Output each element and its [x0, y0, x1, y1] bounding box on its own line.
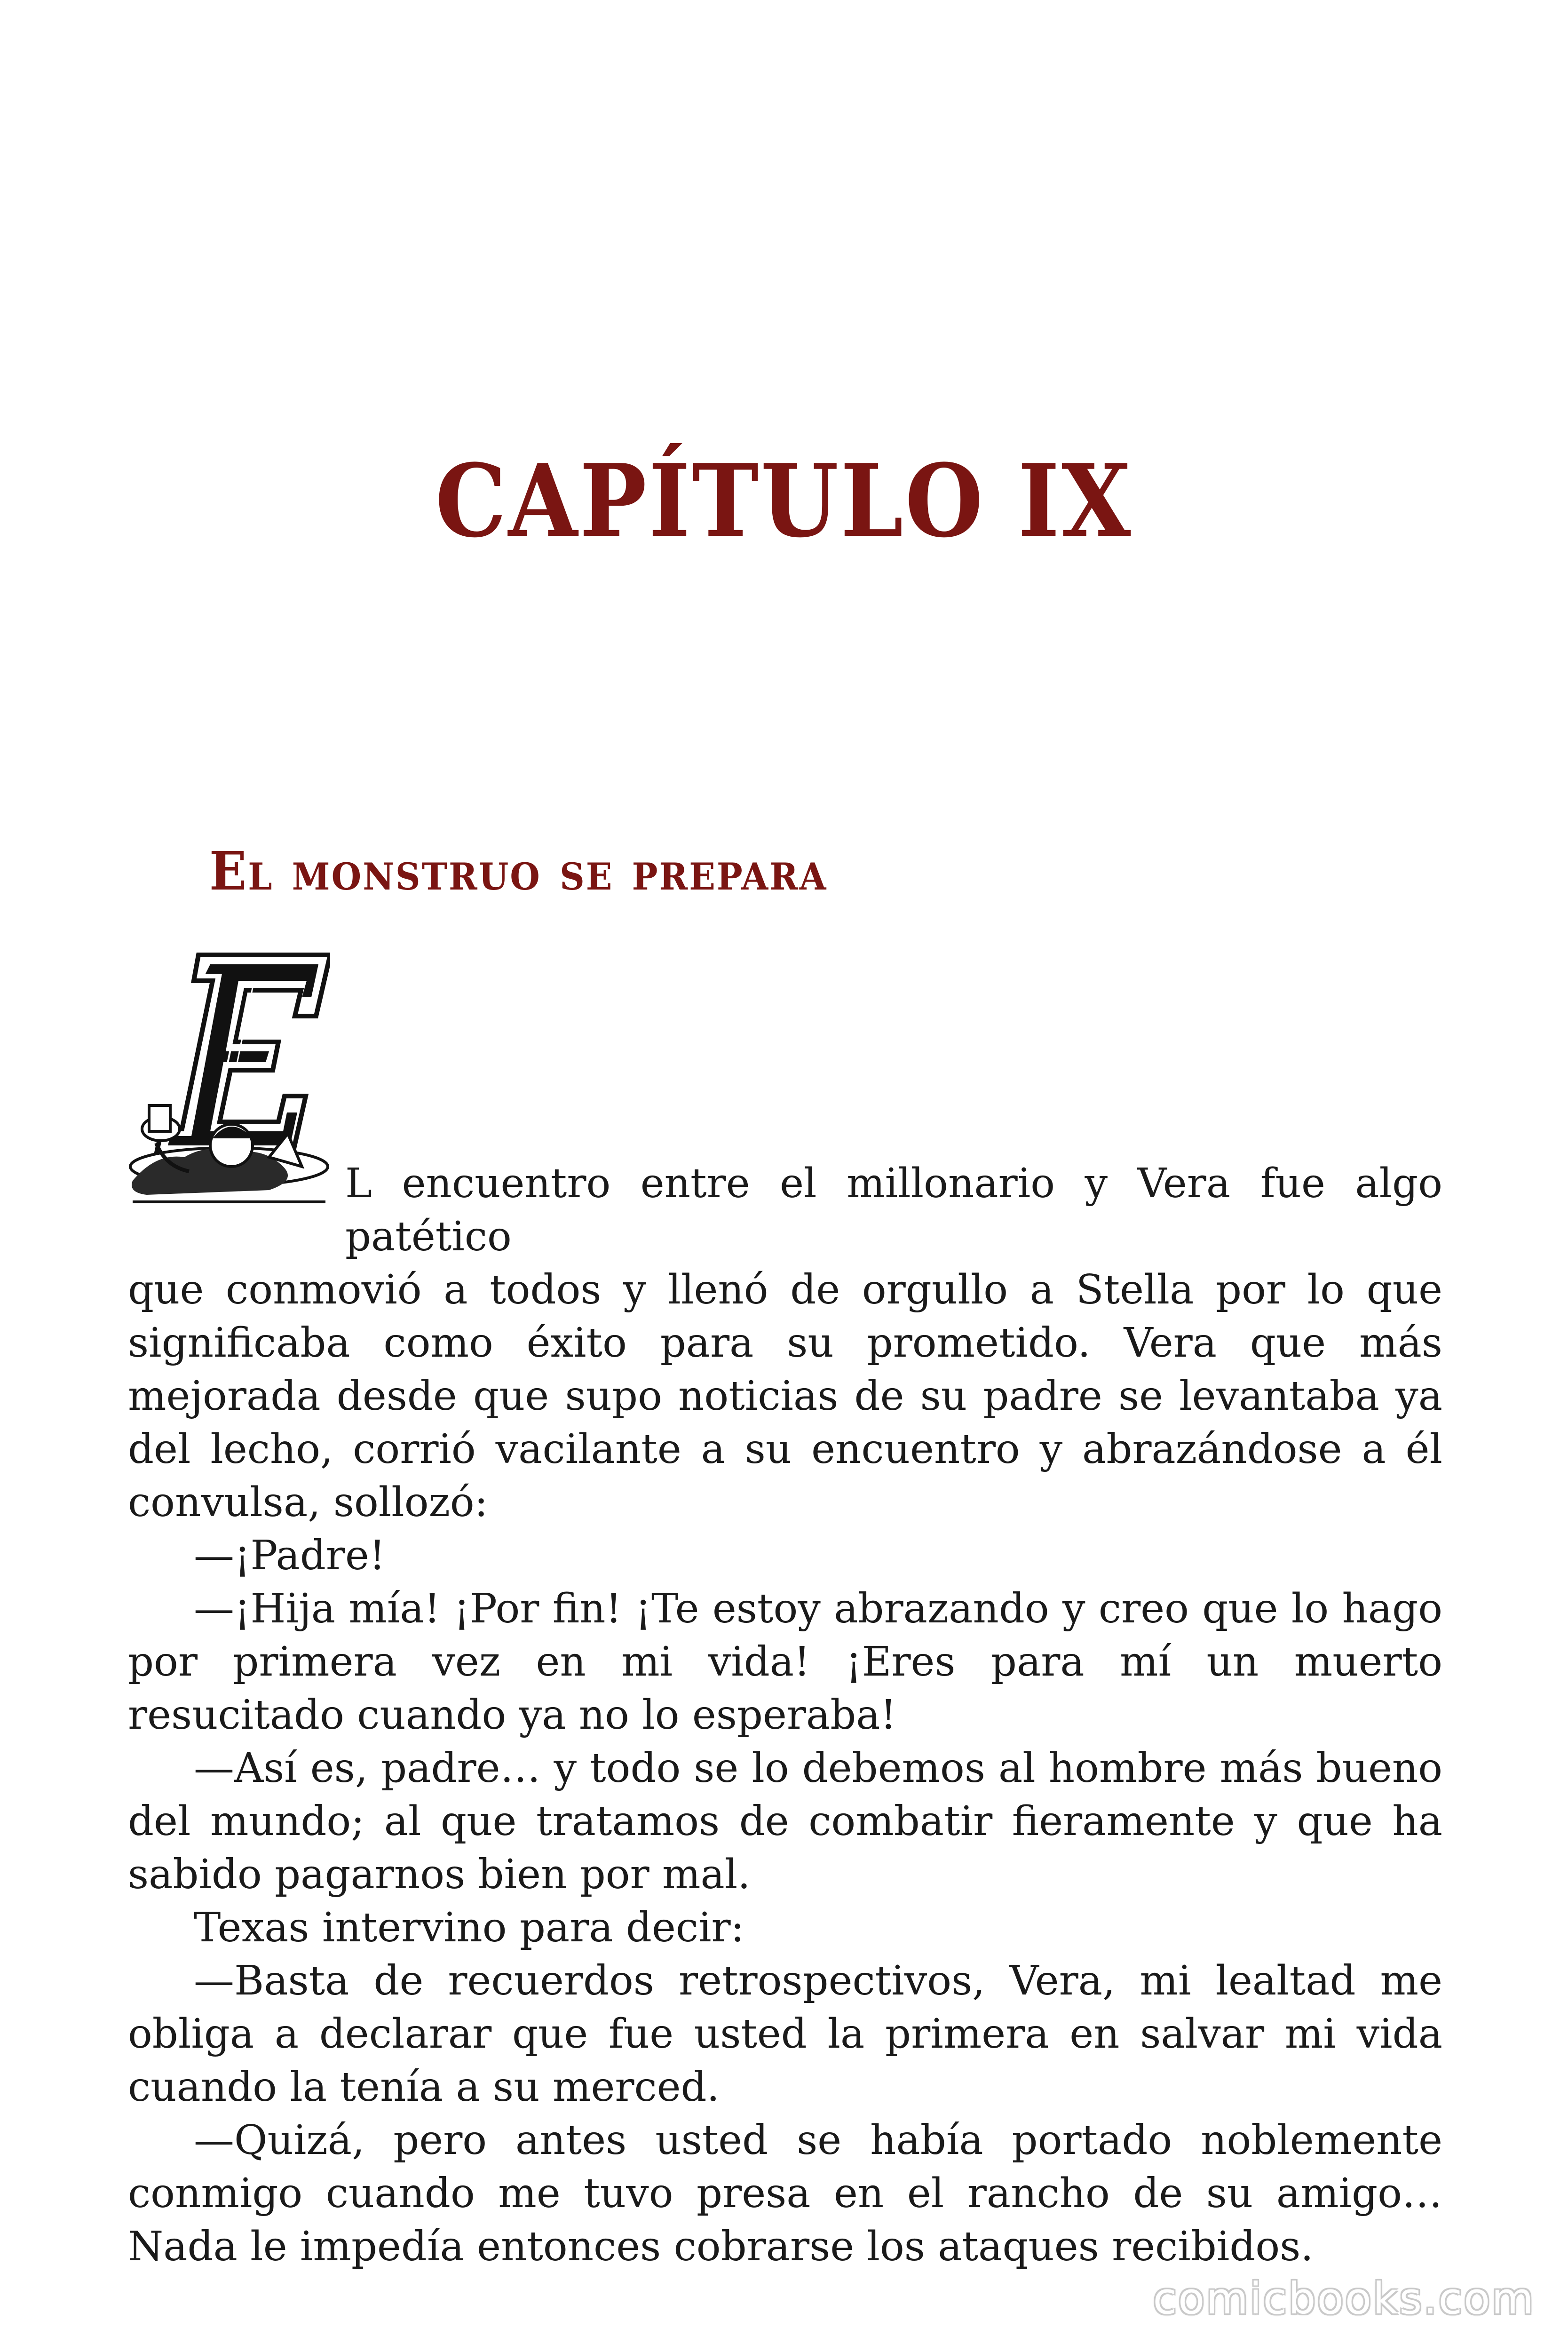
paragraph: —¡Padre!	[194, 1532, 386, 1579]
paragraph: —Quizá, pero antes usted se había portado noblemente conmigo cuando me tuvo presa en el rancho de su amigo… Nada le impedía entonces cobrarse los ataques recibidos.	[128, 2117, 1442, 2270]
paragraph: —Así es, padre… y todo se lo debemos al hombre más bueno del mundo; al que tratamos de combatir fieramente y que ha sabido pagarnos bien por mal.	[128, 1745, 1442, 1898]
paragraph	[128, 1157, 1442, 1529]
paragraph: Texas intervino para decir:	[194, 1904, 744, 1951]
paragraph: —Basta de recuerdos retrospectivos, Vera, mi lealtad me obliga a declarar que fue usted la primera en salvar mi vida cuando la tenía a su merced.	[128, 1957, 1442, 2111]
dropcap-letter-e	[156, 955, 330, 1155]
first-paragraph-rest: que conmovió a todos y llenó de orgullo a Stella por lo que significaba como éxito para su prometido. Vera que más mejorada desde que supo noticias de su padre se levantaba ya del lecho, corrió vacilante a su encuentro y abrazándose a él convulsa, sollozó:	[128, 1266, 1442, 1526]
chapter-body	[128, 1157, 1442, 2273]
paragraph: —¡Hija mía! ¡Por fin! ¡Te estoy abrazando y creo que lo hago por primera vez en mi vida! ¡Eres para mí un muerto resucitado cuando ya no lo esperaba!	[128, 1585, 1442, 1739]
chapter-subtitle: El monstruo se prepara	[209, 840, 828, 902]
watermark: comicbooks.com	[1153, 2273, 1535, 2324]
chapter-title: CAPÍTULO IX	[435, 442, 1133, 560]
first-line: L encuentro entre el millonario y Vera fue algo patético	[345, 1160, 1442, 1260]
